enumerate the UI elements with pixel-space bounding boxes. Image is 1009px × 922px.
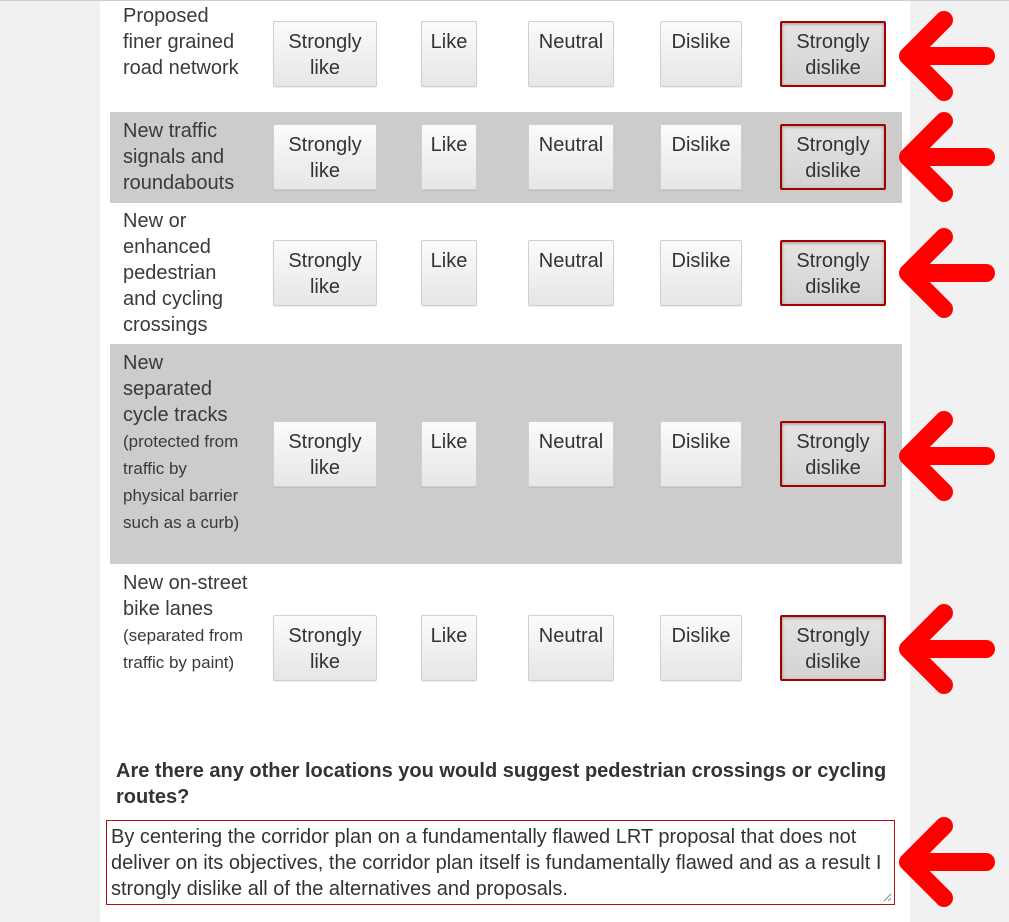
survey-row-signals-roundabouts [110,112,902,203]
option-dislike[interactable]: Dislike [660,21,742,87]
option-strongly-dislike[interactable]: Strongly dislike [780,615,886,681]
option-strongly-dislike[interactable]: Strongly dislike [780,421,886,487]
option-like[interactable]: Like [421,21,477,87]
row-label-text: New separated cycle tracks [123,352,228,426]
option-strongly-like[interactable]: Strongly like [273,21,377,87]
option-dislike[interactable]: Dislike [660,615,742,681]
option-like[interactable]: Like [421,615,477,681]
row-label [123,3,253,81]
row-sublabel: (separated from traffic by paint) [123,626,243,672]
option-like[interactable]: Like [421,421,477,487]
answer-textarea[interactable] [106,820,895,905]
red-left-arrow-icon [896,410,996,502]
survey-row-bike-lanes [110,564,902,734]
question-text: Are there any other locations you would suggest pedestrian crossings or cycling routes? [116,760,887,808]
option-strongly-dislike[interactable]: Strongly dislike [780,21,886,87]
survey-row-road-network [110,1,902,112]
row-label-text: New on-street bike lanes [123,572,248,620]
red-left-arrow-icon [896,111,996,203]
answer-text: By centering the corridor plan on a fundamentally flawed LRT proposal that does not deliver on its objectives, the corridor plan itself is fundamentally flawed and as a result I strongly dislike all of the alternatives and proposals. [111,826,882,900]
row-label [123,208,253,338]
option-strongly-like[interactable]: Strongly like [273,124,377,190]
option-strongly-like[interactable]: Strongly like [273,240,377,306]
red-left-arrow-icon [896,227,996,319]
option-neutral[interactable]: Neutral [528,21,614,87]
option-neutral[interactable]: Neutral [528,421,614,487]
row-label-text: Proposed finer grained road network [123,5,239,79]
option-like[interactable]: Like [421,124,477,190]
red-left-arrow-icon [896,10,996,102]
option-neutral[interactable]: Neutral [528,240,614,306]
option-strongly-dislike[interactable]: Strongly dislike [780,240,886,306]
row-label [123,118,253,196]
row-sublabel: (protected from traffic by physical barrier such as a curb) [123,432,240,532]
red-left-arrow-icon [896,603,996,695]
row-label [123,350,253,536]
option-neutral[interactable]: Neutral [528,615,614,681]
survey-row-crossings [110,203,902,344]
red-left-arrow-icon [896,816,996,908]
resize-grip-icon[interactable] [883,893,892,902]
option-dislike[interactable]: Dislike [660,124,742,190]
option-dislike[interactable]: Dislike [660,240,742,306]
row-label-text: New traffic signals and roundabouts [123,120,235,194]
option-dislike[interactable]: Dislike [660,421,742,487]
option-like[interactable]: Like [421,240,477,306]
row-label [123,570,253,676]
option-strongly-like[interactable]: Strongly like [273,421,377,487]
row-label-text: New or enhanced pedestrian and cycling crossings [123,210,224,336]
survey-row-cycle-tracks [110,344,902,564]
option-strongly-dislike[interactable]: Strongly dislike [780,124,886,190]
option-strongly-like[interactable]: Strongly like [273,615,377,681]
option-neutral[interactable]: Neutral [528,124,614,190]
